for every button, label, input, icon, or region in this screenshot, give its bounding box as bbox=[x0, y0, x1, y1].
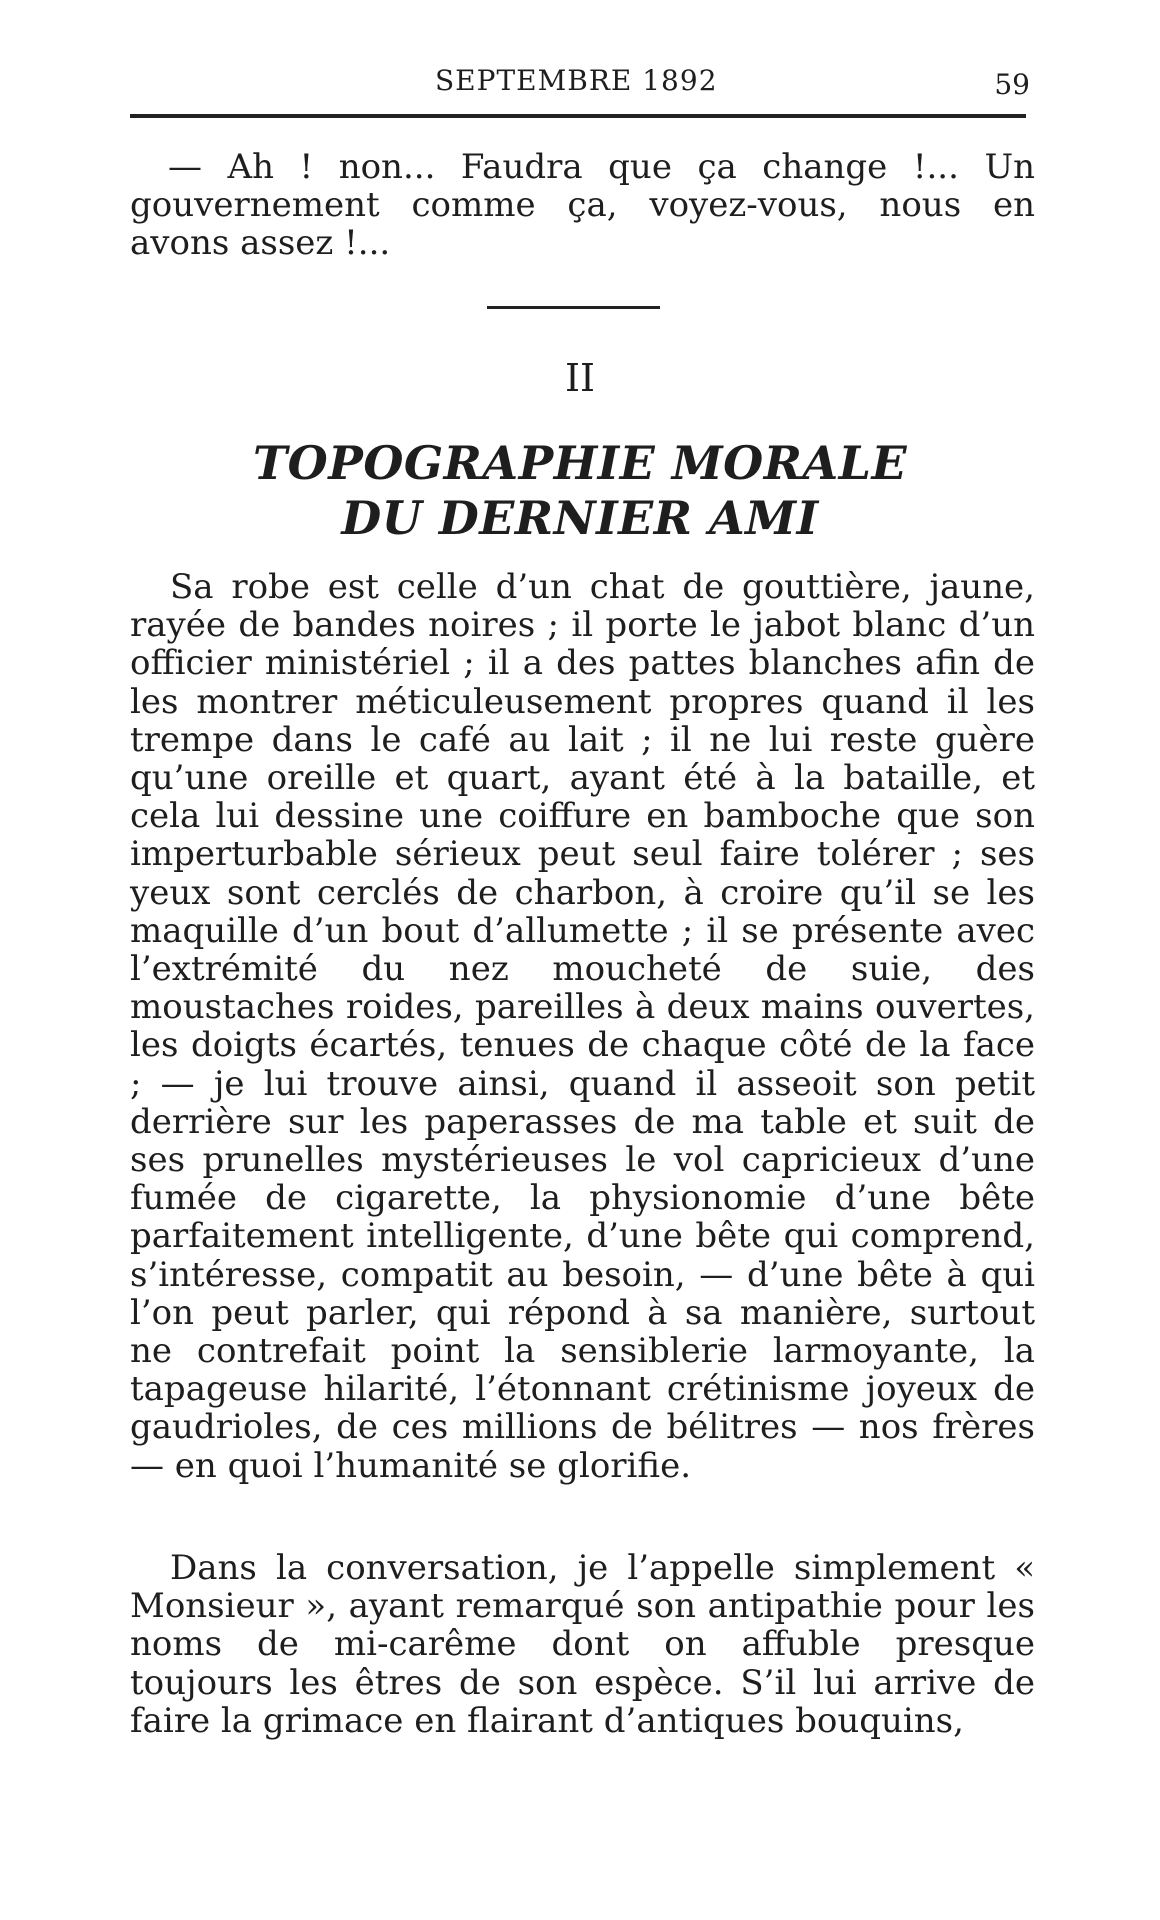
section-divider-rule bbox=[487, 306, 660, 309]
opening-paragraph: — Ah ! non... Faudra que ça change !... Un gouvernement comme ça, voyez-vous, nous en avons assez !... bbox=[130, 147, 1035, 264]
section-title-line-2: DU DERNIER AMI bbox=[341, 491, 819, 545]
header-rule bbox=[130, 114, 1026, 118]
page-number: 59 bbox=[994, 68, 1030, 101]
body-paragraph: Dans la conversation, je l’appelle simplement « Monsieur », ayant remarqué son antipathie pour les noms de mi-carême dont on affuble presque toujours les êtres de son espèce. S’il lui arrive de faire la grimace en flairant d’antiques bouquins, bbox=[130, 1548, 1035, 1741]
body-paragraph: Sa robe est celle d’un chat de gouttière, jaune, rayée de bandes noires ; il porte le jabot blanc d’un officier ministériel ; il a des pattes blanches afin de les montrer méticuleusement propres quand il les trempe dans le café au lait ; il ne lui reste guère qu’une oreille et quart, ayant été à la bataille, et cela lui dessine une coiffure en bamboche que son imperturbable sérieux peut seul faire tolérer ; ses yeux sont cerclés de charbon, à croire qu’il se les maquille d’un bout d’allumette ; il se présente avec l’extrémité du nez moucheté de suie, des moustaches roides, pareilles à deux mains ouvertes, les doigts écartés, tenues de chaque côté de la face ; — je lui trouve ainsi, quand il asseoit son petit derrière sur les paperasses de ma table et suit de ses prunelles mystérieuses le vol capricieux d’une fumée de cigarette, la physionomie d’une bête parfaitement intelligente, d’une bête qui comprend, s’intéresse, compatit au besoin, — d’une bête à qui l’on peut parler, qui répond à sa manière, surtout ne contrefait point la sensiblerie larmoyante, la tapageuse hilarité, l’étonnant crétinisme joyeux de gaudrioles, de ces millions de bélitres — nos frères — en quoi l’humanité se glorifie. bbox=[130, 567, 1035, 1486]
section-number: II bbox=[564, 356, 596, 400]
running-title: SEPTEMBRE 1892 bbox=[435, 64, 718, 97]
running-head bbox=[130, 58, 1030, 108]
section-title-line-1: TOPOGRAPHIE MORALE bbox=[252, 436, 908, 490]
section-title bbox=[200, 436, 960, 546]
